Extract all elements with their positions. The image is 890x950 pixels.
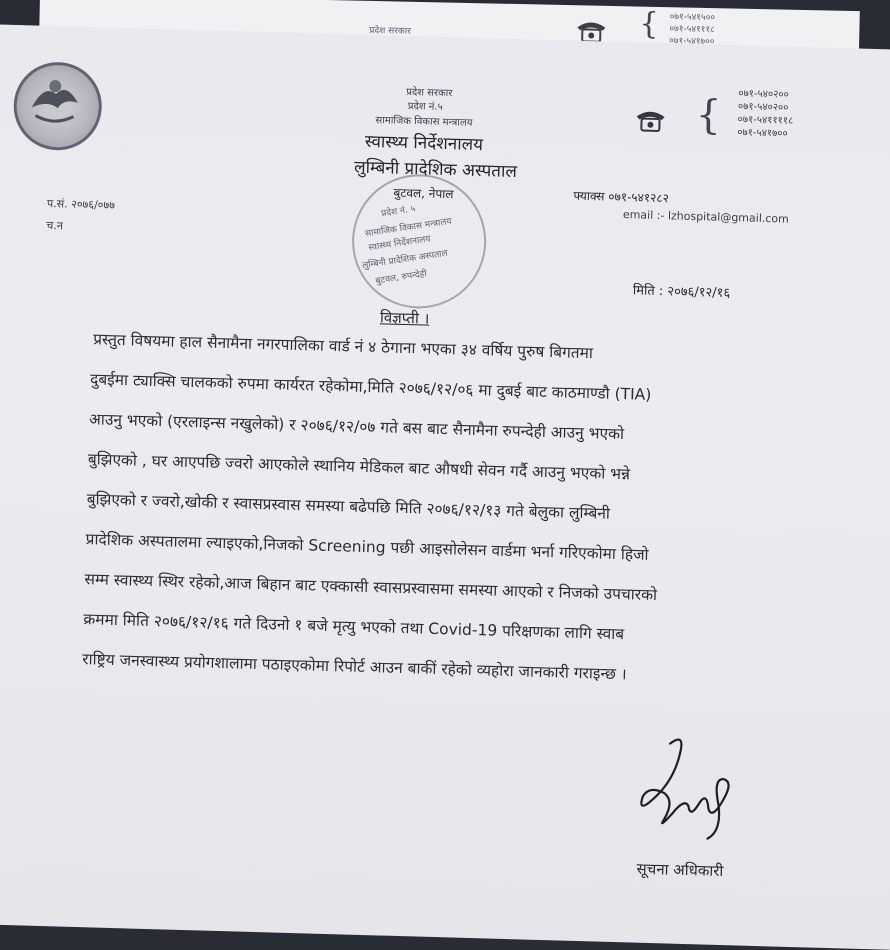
- nepal-government-emblem: [13, 61, 103, 151]
- hospital-location: बुटवल, नेपाल: [393, 185, 454, 202]
- phone-number-3: ०७१-५४११११८: [737, 114, 794, 127]
- signatory-title: सूचना अधिकारी: [636, 859, 724, 881]
- stamp-line-3: स्वास्थ्य निर्देशनालय: [367, 234, 432, 254]
- back-phone-1: ०७१-५४१५००: [669, 12, 716, 24]
- phone-number-2: ०७१-५४०२००: [737, 101, 789, 114]
- body-line-1: प्रस्तुत विषयमा हाल सैनामैना नगरपालिका वार्ड नं ४ ठेगाना भएका ३४ वर्षिय पुरुष बिगतमा: [92, 330, 594, 363]
- hospital-name: लुम्बिनी प्रादेशिक अस्पताल: [353, 157, 518, 183]
- back-office-label: प्रदेश सरकार: [369, 25, 411, 37]
- ministry-name: सामाजिक विकास मन्त्रालय: [375, 115, 473, 129]
- body-line-2: दुबईमा ट्याक्सि चालकको रुपमा कार्यरत रहेकोमा,मिति २०७६/१२/०६ मा दुबई बाट काठमाण्डौ (TIA): [89, 370, 652, 404]
- back-phone-3: ०७१-५४१७००: [669, 36, 715, 48]
- body-line-8: क्रममा मिति २०७६/१२/१६ गते दिउनो १ बजे मृत्यु भएको तथा Covid-19 परिक्षणका लागि स्वाब: [83, 610, 625, 644]
- fax-number: फ्याक्स ०७१-५४१२८२: [573, 188, 670, 206]
- stamp-line-4: लुम्बिनी प्रादेशिक अस्पताल: [361, 248, 449, 272]
- body-line-4: बुझिएको , घर आएपछि ज्वरो आएकोले स्थानिय मेडिकल बाट औषधी सेवन गर्दै आउनु भएको भन्ने: [87, 450, 631, 484]
- body-line-6: प्रादेशिक अस्पतालमा ल्याइएको,निजको Screening पछी आइसोलेसन वार्डमा भर्ना गरिएकोमा हिजो: [85, 530, 649, 564]
- telephone-icon: [633, 106, 668, 133]
- directorate-name: स्वास्थ्य निर्देशनालय: [364, 131, 484, 156]
- stamp-line-1: प्रदेश नं. ५: [380, 204, 417, 220]
- notice-title: विज्ञप्ती ।: [379, 308, 430, 328]
- phone-number-4: ०७१-५४१७००: [737, 127, 788, 140]
- notice-body: [82, 327, 872, 684]
- gov-line-2: प्रदेश नं.५: [407, 100, 443, 113]
- back-phone-2: ०७१-५४१११८: [669, 24, 715, 36]
- reference-number: प.सं. २०७६/०७७: [46, 196, 116, 212]
- email-address: email :- lzhospital@gmail.com: [622, 208, 790, 226]
- body-line-5: बुझिएको र ज्वरो,खोकी र स्वासप्रस्वास समस्या बढेपछि मिति २०७६/१२/१३ गते बेलुका लुम्बिनी: [86, 490, 611, 523]
- body-line-3: आउनु भएको (एरलाइन्स नखुलेको) र २०७६/१२/०७ गते बस बाट सैनामैना रुपन्देही आउनु भएको: [88, 410, 625, 444]
- phone-number-1: ०७१-५४०२००: [738, 88, 789, 101]
- signature: [627, 732, 750, 845]
- letter-date: मिति : २०७६/१२/१६: [632, 283, 731, 302]
- back-phone-brace: {: [639, 6, 659, 42]
- stamp-line-2: सामाजिक विकास मन्त्रालय: [364, 216, 453, 240]
- body-line-9: राष्ट्रिय जनस्वास्थ्य प्रयोगशालामा पठाइएकोमा रिपोर्ट आउन बाकीं रहेको व्यहोरा जानकारी गराइन्छ ।: [82, 650, 627, 684]
- body-line-7: सम्म स्वास्थ्य स्थिर रहेको,आज बिहान बाट एक्कासी स्वासप्रस्वासमा समस्या आएको र निजको उपचारको: [84, 570, 658, 605]
- dispatch-number: च.न: [46, 218, 64, 233]
- gov-line-1: प्रदेश सरकार: [406, 86, 453, 100]
- stamp-line-5: बुटवल, रुपन्देही: [374, 269, 428, 287]
- letter-sheet: [0, 24, 890, 950]
- phone-brace: {: [695, 92, 722, 139]
- official-stamp: [350, 173, 488, 311]
